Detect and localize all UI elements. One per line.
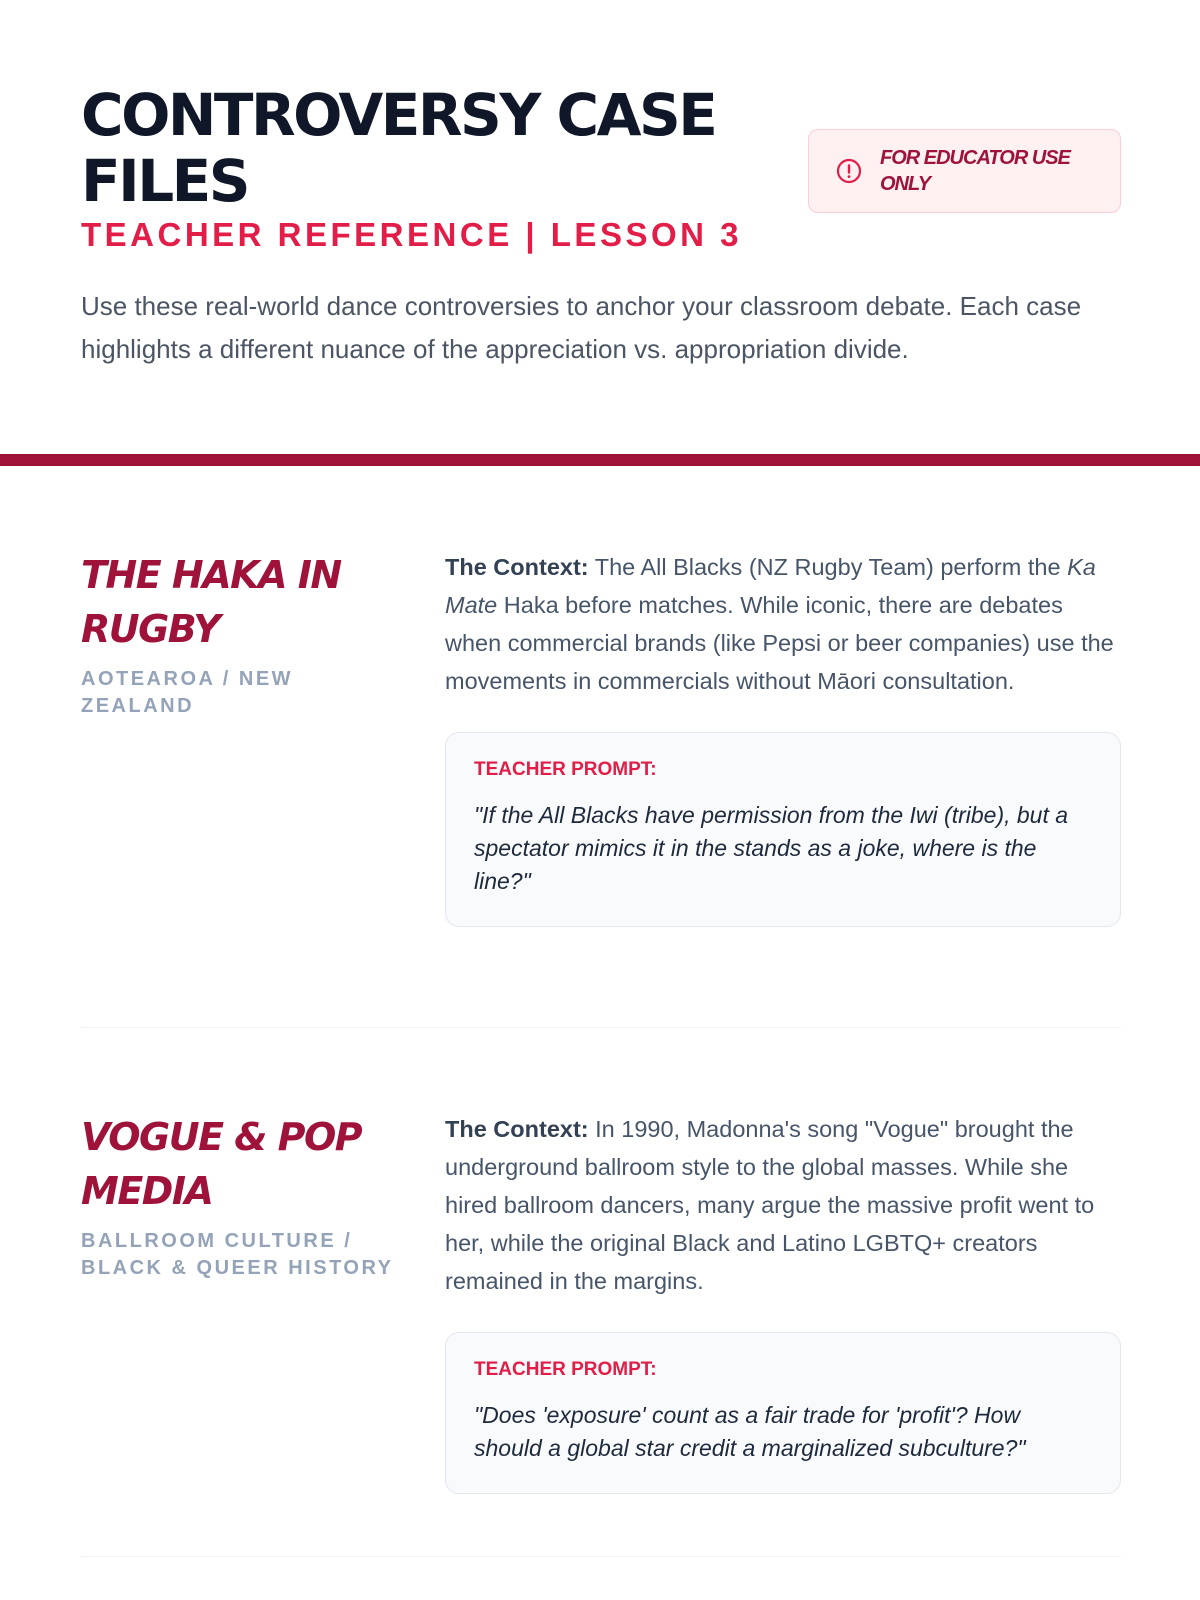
case-body [445, 1110, 1121, 1494]
intro-paragraph: Use these real-world dance controversies to anchor your classroom debate. Each case highlights a different nuance of the appreciation vs. appropriation divide. [81, 291, 1082, 364]
prompt-text: "Does 'exposure' count as a fair trade for 'profit'? How should a global star credit a marginalized subculture?" [474, 1402, 1026, 1461]
teacher-prompt-box [445, 732, 1121, 927]
prompt-label: TEACHER PROMPT: [474, 759, 657, 780]
educator-badge [808, 129, 1121, 213]
case-title: VOGUE & POP MEDIA [81, 1115, 362, 1213]
context-text-continued: Haka before matches. While iconic, there are debates when commercial brands (like Pepsi or beer companies) use the movements in commercials without Māori consultation. [445, 592, 1114, 694]
prompt-label: TEACHER PROMPT: [474, 1359, 657, 1380]
case-region: BALLROOM CULTURE / BLACK & QUEER HISTORY [81, 1230, 394, 1279]
case-region: AOTEAROA / NEW ZEALAND [81, 668, 294, 717]
case-heading [81, 548, 401, 720]
header [81, 82, 1121, 254]
prompt-text: "If the All Blacks have permission from the Iwi (tribe), but a spectator mimics it in the stands as a joke, where is the line?" [474, 802, 1069, 894]
case-context [445, 1110, 1121, 1300]
badge-label: FOR EDUCATOR USE ONLY [880, 147, 1070, 195]
page-subtitle: TEACHER REFERENCE | LESSON 3 [81, 216, 742, 253]
section-divider [0, 454, 1200, 466]
case-separator [81, 1027, 1121, 1028]
case-separator [81, 1556, 1121, 1557]
case-title: THE HAKA IN RUGBY [81, 553, 341, 651]
context-label: The Context: [445, 1116, 589, 1142]
context-text: In 1990, Madonna's song "Vogue" brought the underground ballroom style to the global masses. While she hired ballroom dancers, many argue the massive profit went to her, while the original Black and Latino LGBTQ+ creators remained in the margins. [445, 1116, 1095, 1294]
case-context [445, 548, 1121, 700]
page-title: CONTROVERSY CASE FILES [81, 81, 716, 215]
context-label: The Context: [445, 554, 589, 580]
alert-circle-icon [836, 158, 862, 184]
case-body [445, 548, 1121, 927]
context-emphasis: Ka Mate [445, 554, 1096, 618]
teacher-prompt-box [445, 1332, 1121, 1494]
context-text: The All Blacks (NZ Rugby Team) perform the [588, 554, 1068, 580]
case-heading [81, 1110, 401, 1282]
